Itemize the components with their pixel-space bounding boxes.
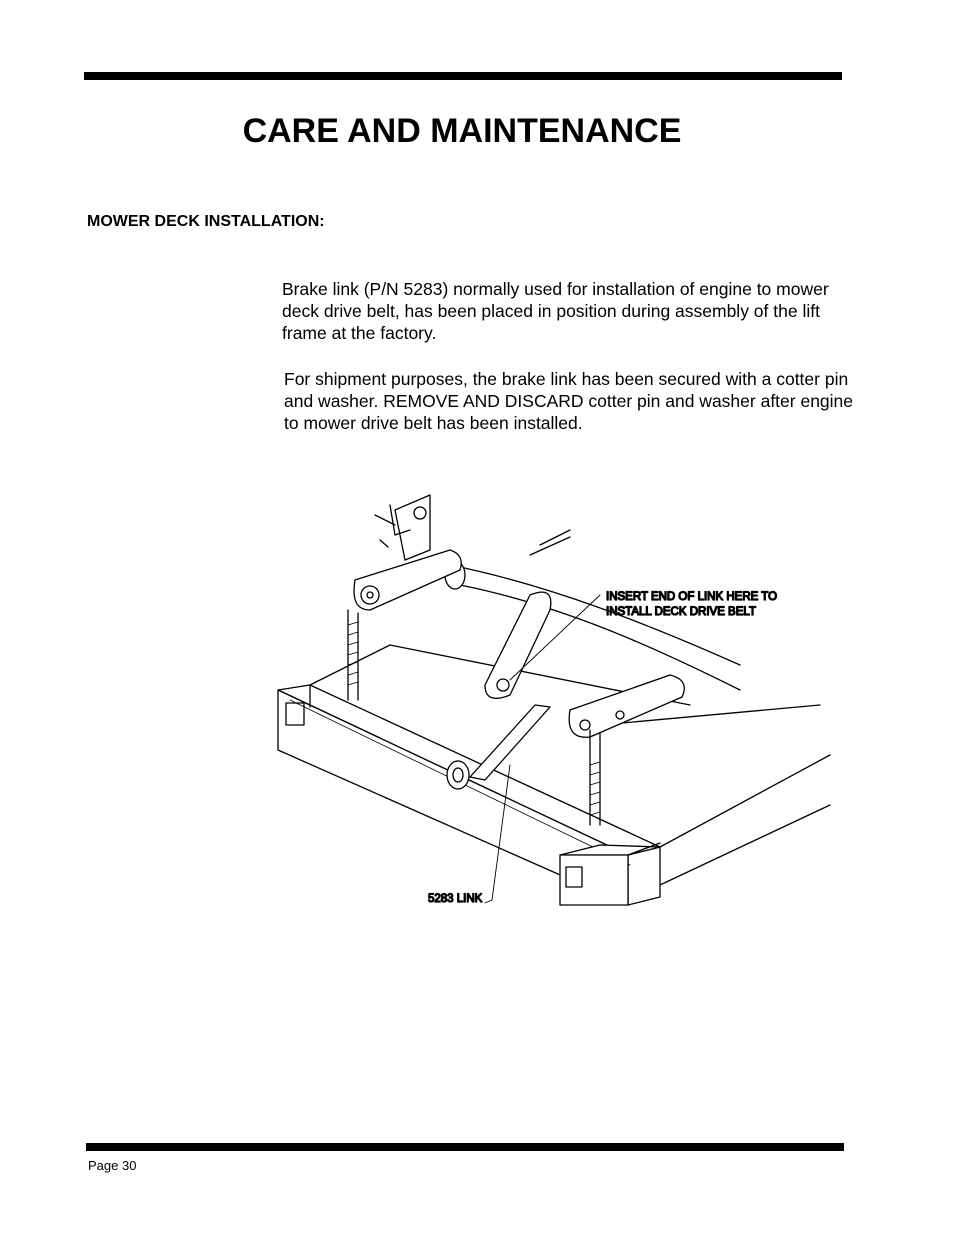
callout-insert-line2: INSTALL DECK DRIVE BELT [606, 606, 756, 618]
page-number: Page 30 [88, 1158, 137, 1173]
left-lift-arm [348, 550, 461, 700]
lift-frame-illustration [270, 475, 840, 915]
callout-link: 5283 LINK [428, 893, 483, 905]
page-title: CARE AND MAINTENANCE [242, 112, 682, 150]
center-link-plate [485, 592, 551, 698]
right-lift-arm [569, 675, 684, 825]
top-rule [84, 72, 842, 80]
paragraph-brake-link: Brake link (P/N 5283) normally used for installation of engine to mower deck drive belt, has been placed in position during assembly of the lift frame at the factory. [282, 279, 829, 343]
paragraph-shipment: For shipment purposes, the brake link has been secured with a cotter pin and washer. REMOVE AND DISCARD cotter pin and washer after engine to mower drive belt has been installed. [284, 369, 854, 433]
callout-insert-line1: INSERT END OF LINK HERE TO [606, 591, 778, 603]
bottom-rule [86, 1143, 844, 1151]
section-heading: MOWER DECK INSTALLATION: [87, 213, 325, 230]
top-bracket [375, 495, 430, 560]
